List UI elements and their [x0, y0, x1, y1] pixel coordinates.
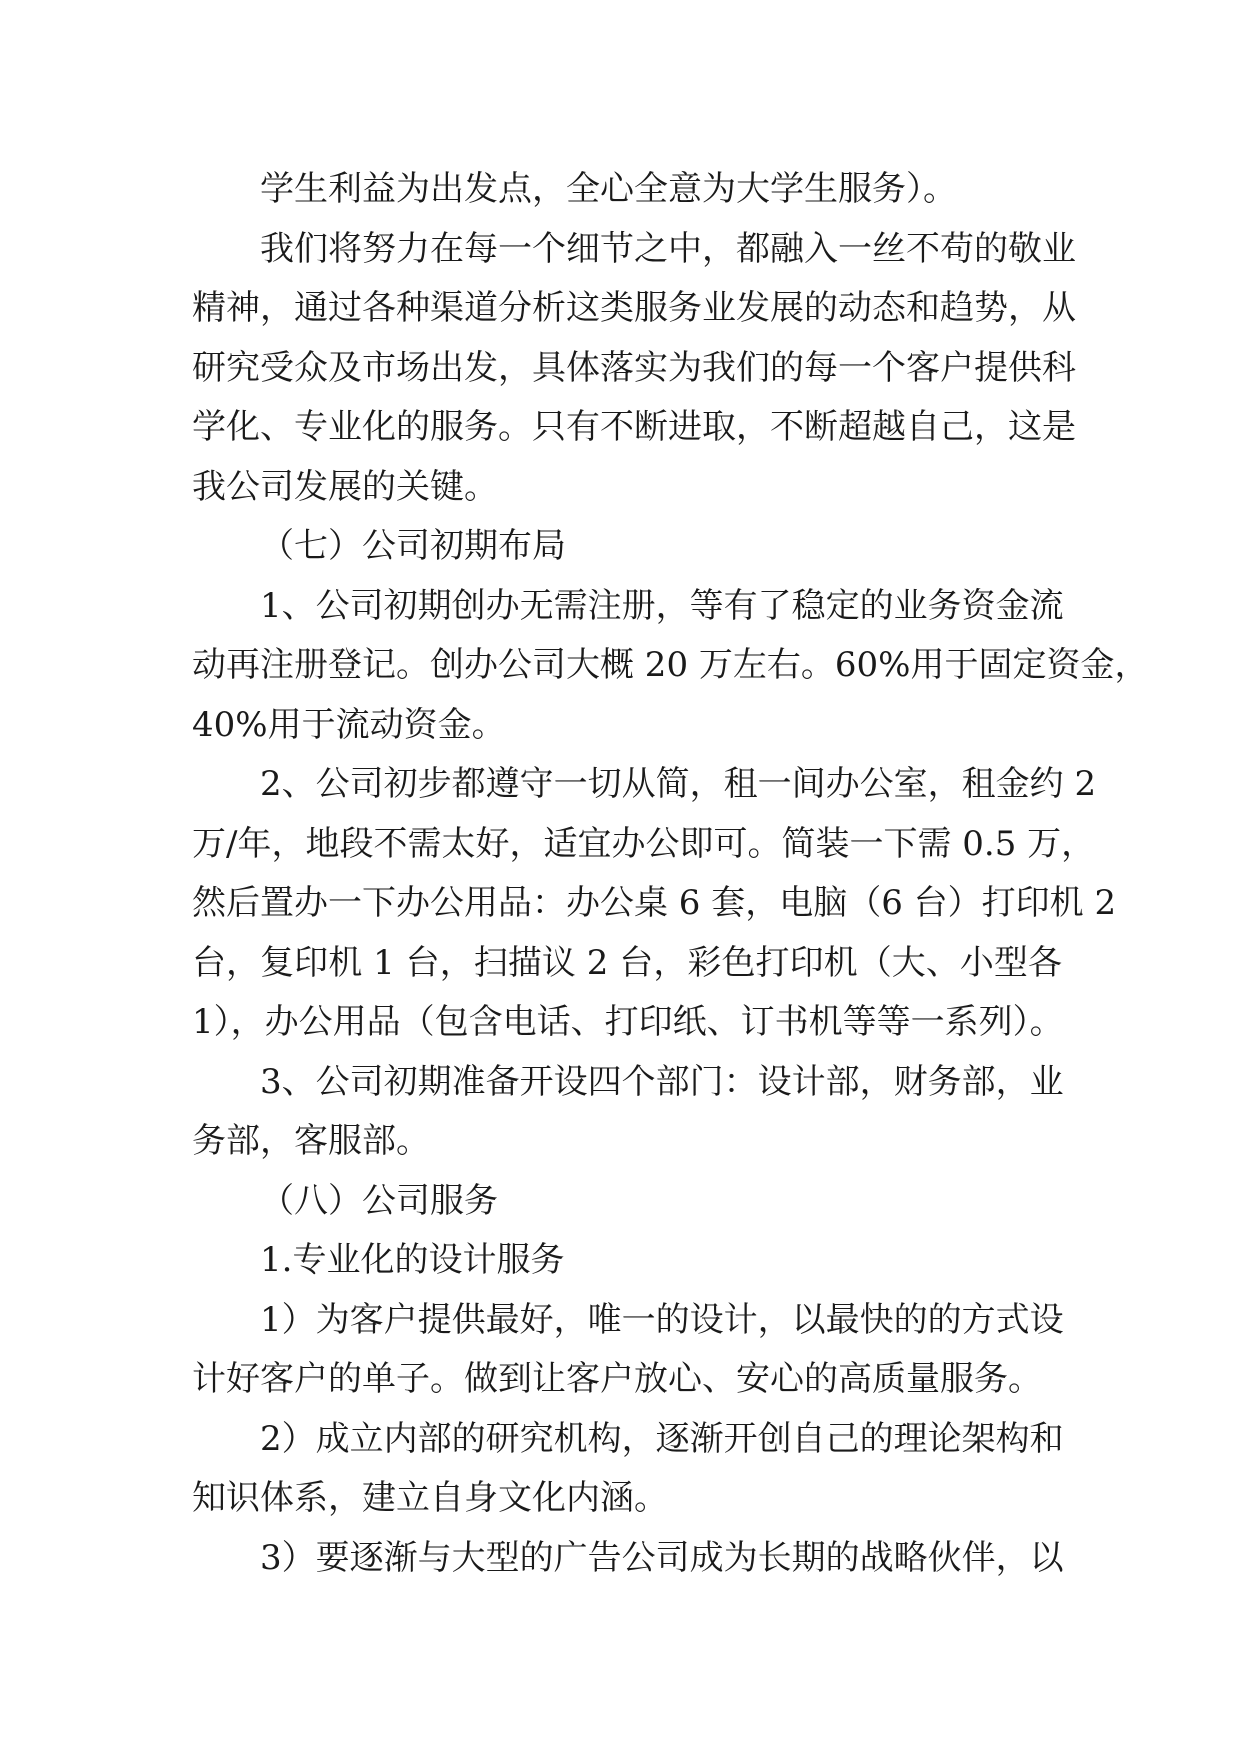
text-line: 万/年，地段不需太好，适宜办公即可。简装一下需 0.5 万，: [192, 823, 1096, 864]
text-line: 精神，通过各种渠道分析这类服务业发展的动态和趋势，从: [192, 288, 1076, 328]
text-line: 1）为客户提供最好，唯一的设计，以最快的的方式设: [260, 1299, 1064, 1340]
text-line: 2、公司初步都遵守一切从简，租一间办公室，租金约 2: [260, 764, 1097, 804]
text-line: 研究受众及市场出发，具体落实为我们的每一个客户提供科: [192, 347, 1076, 388]
text-line: 知识体系，建立自身文化内涵。: [192, 1478, 668, 1518]
text-line: （八）公司服务: [260, 1180, 498, 1221]
text-line: 动再注册登记。创办公司大概 20 万左右。60%用于固定资金，: [192, 645, 1149, 685]
text-line: 1、公司初期创办无需注册，等有了稳定的业务资金流: [260, 585, 1064, 626]
text-line: 3）要逐渐与大型的广告公司成为长期的战略伙伴，以: [260, 1537, 1064, 1578]
text-line: 然后置办一下办公用品：办公桌 6 套，电脑（6 台）打印机 2: [192, 883, 1117, 923]
text-line: 我们将努力在每一个细节之中，都融入一丝不苟的敬业: [260, 228, 1076, 269]
text-line: 学生利益为出发点，全心全意为大学生服务）。: [260, 169, 957, 209]
text-line: 台，复印机 1 台，扫描议 2 台，彩色打印机（大、小型各: [192, 942, 1062, 983]
text-line: 2）成立内部的研究机构，逐渐开创自己的理论架构和: [260, 1418, 1064, 1459]
text-line: 3、公司初期准备开设四个部门：设计部，财务部，业: [260, 1061, 1064, 1102]
text-line: 务部，客服部。: [192, 1121, 430, 1161]
text-line: 计好客户的单子。做到让客户放心、安心的高质量服务。: [192, 1359, 1042, 1399]
text-line: 40%用于流动资金。: [192, 704, 506, 745]
text-line: 我公司发展的关键。: [192, 466, 498, 507]
body-text: [192, 160, 1149, 1588]
text-line: 1），办公用品（包含电话、打印纸、订书机等等一系列）。: [192, 1002, 1064, 1042]
text-line: 学化、专业化的服务。只有不断进取，不断超越自己，这是: [192, 407, 1076, 447]
text-line: （七）公司初期布局: [260, 526, 566, 566]
text-line: 1.专业化的设计服务: [260, 1240, 565, 1280]
